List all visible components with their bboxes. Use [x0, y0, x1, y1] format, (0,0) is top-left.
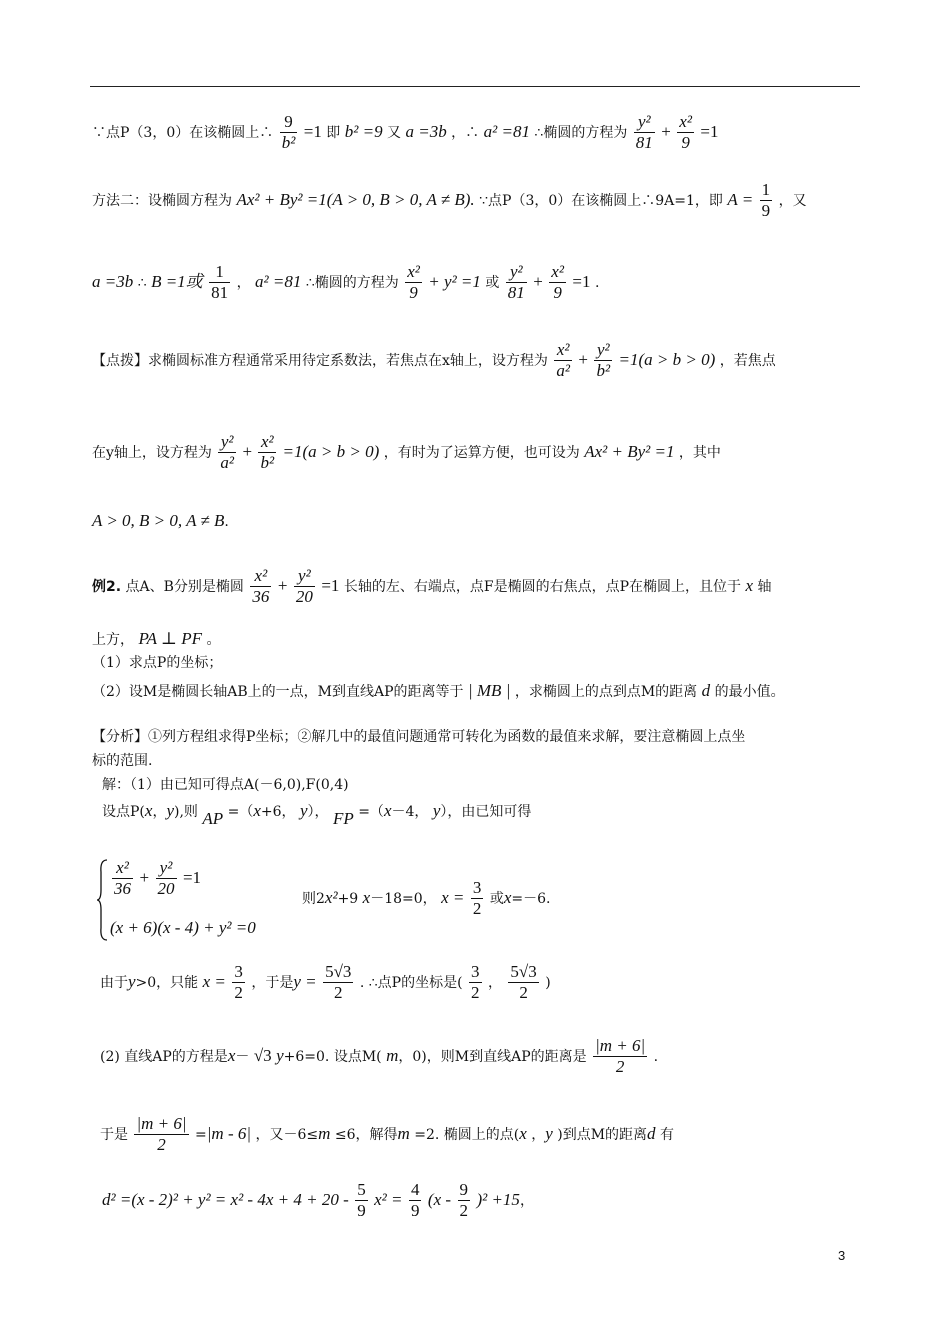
- text: ，∴: [451, 124, 480, 141]
- text: ，又－6≤: [255, 1126, 319, 1143]
- math: y: [299, 801, 308, 820]
- equation-system: [96, 858, 316, 942]
- math: y: [545, 1123, 553, 1143]
- text: 解：（1）由已知可得点A(－6,0),F(0,4): [102, 777, 349, 793]
- line-2: [92, 180, 870, 222]
- math: (x -: [427, 1189, 452, 1209]
- math: +: [242, 441, 253, 461]
- text: ∴: [137, 274, 147, 291]
- text: +6，: [260, 804, 296, 820]
- math: a =3b: [92, 271, 134, 291]
- math: x: [383, 801, 392, 820]
- math: Ax² + By² =1: [584, 441, 675, 461]
- text: 则2: [302, 890, 325, 907]
- text: ∴椭圆的方程为: [534, 124, 628, 141]
- math: d: [647, 1123, 656, 1143]
- fraction: $\frac{\text{y²}}{\text{a²}}$: [220, 432, 234, 473]
- left-brace: [96, 858, 110, 942]
- math: =1(a > b > 0): [282, 441, 380, 461]
- math: |m - 6|: [206, 1123, 252, 1143]
- math: =1: [321, 575, 340, 595]
- text: （1）求点P的坐标；: [92, 655, 223, 671]
- math: x²: [324, 887, 338, 907]
- text: 在y轴上，设方程为: [92, 444, 212, 461]
- math: B =1或: [151, 271, 203, 291]
- text: ),则: [173, 804, 198, 820]
- text: 或: [485, 274, 500, 291]
- fraction: $\frac{\text{y²}}{20}$: [295, 566, 313, 607]
- example-label: 例2.: [92, 578, 122, 595]
- math: x: [362, 887, 371, 907]
- math: =1: [182, 867, 202, 887]
- math: x =: [202, 971, 226, 991]
- math: )² +15: [476, 1189, 520, 1209]
- math: +: [661, 121, 671, 141]
- text: ，: [487, 974, 502, 991]
- text: =2. 椭圆上的点(: [414, 1126, 520, 1143]
- fraction: $\frac{\text{x²}}{9}$: [407, 262, 420, 303]
- text: 。: [206, 632, 221, 648]
- fraction: $\frac{\text{x²}}{36}$: [252, 566, 270, 607]
- text: ，若焦点: [719, 352, 776, 369]
- text: 设点P(: [102, 804, 145, 820]
- line-8: [92, 630, 870, 647]
- fraction: $\frac{\text{y²}}{81}$: [635, 112, 653, 153]
- math: y: [128, 971, 136, 991]
- text: .: [224, 514, 229, 530]
- line-6: [92, 512, 870, 529]
- line-4: [92, 340, 870, 382]
- line-3: [92, 262, 870, 304]
- math: x: [519, 1123, 527, 1143]
- text: 上方，: [92, 632, 134, 648]
- fraction: $\frac{\text{y²}}{81}$: [507, 262, 525, 303]
- fraction: $\frac{3}{2}$: [472, 878, 482, 919]
- line-19: [102, 1180, 870, 1222]
- fraction: $\frac{\text{y²}}{20}$: [157, 858, 175, 899]
- math: A =: [727, 189, 754, 209]
- text: =（: [227, 804, 254, 820]
- fraction: $\frac{1}{9}$: [761, 180, 771, 221]
- math: √3: [253, 1045, 272, 1065]
- text: （2）设M是椭圆长轴AB上的一点，M到直线AP的距离等于: [92, 684, 464, 700]
- text: +6=0. 设点M(: [283, 1048, 382, 1065]
- text: 的最小值。: [714, 684, 785, 700]
- text: 由于: [100, 974, 128, 991]
- text: ∴椭圆的方程为: [305, 274, 399, 291]
- line-15: [302, 878, 870, 920]
- math: +: [139, 867, 150, 887]
- text: 长轴的左、右端点，点F是椭圆的右焦点，点P在椭圆上，且位于: [343, 578, 742, 595]
- text: 或: [489, 890, 504, 907]
- fraction: $\frac{\text{x²}}{36}$: [114, 858, 131, 899]
- math: a² =81: [483, 121, 530, 141]
- math: x: [227, 1045, 236, 1065]
- text: 【分析】①列方程组求得P坐标；②解几中的最值问题通常可转化为函数的最值来求解，要注意椭圆上点坐: [92, 729, 746, 745]
- text: ，: [152, 804, 167, 820]
- fraction: $\frac{|m + 6|}{2}$: [595, 1036, 646, 1077]
- text: ），: [307, 804, 329, 820]
- text: .: [594, 274, 600, 291]
- math: y: [432, 801, 441, 820]
- text: ，: [236, 274, 251, 291]
- text: ，求椭圆上的点到点M的距离: [514, 684, 698, 700]
- text: =－6.: [511, 890, 551, 907]
- text: ∵点P（3，0）在该椭圆上∴9A=1，即: [479, 192, 723, 209]
- line-7: [92, 566, 870, 608]
- math: (x + 6)(x - 4) + y² =0: [110, 918, 256, 937]
- fraction: $\frac{9}{2}$: [459, 1180, 468, 1221]
- fraction: $\frac{\text{y²}}{\text{b²}}$: [596, 340, 611, 381]
- text: ≤6，解得: [334, 1126, 398, 1143]
- fraction: $\frac{\text{x²}}{9}$: [551, 262, 564, 303]
- text: 又: [387, 124, 402, 141]
- text: 轴: [757, 578, 772, 595]
- math: | MB |: [467, 681, 511, 700]
- math: d² =(x - 2)² + y² = x² - 4x + 4 + 20 -: [102, 1189, 349, 1209]
- text: 即: [326, 124, 341, 141]
- header-rule: [90, 86, 860, 87]
- math: x² =: [374, 1189, 403, 1209]
- fraction: $\frac{\text{x²}}{\text{b²}}$: [260, 432, 275, 473]
- text: .: [653, 1048, 659, 1065]
- text: >0，只能: [135, 974, 199, 991]
- line-18: [100, 1114, 870, 1156]
- text: ): [545, 974, 551, 991]
- text: . ∴点P的坐标是(: [359, 974, 463, 991]
- math: x =: [441, 887, 465, 907]
- text: 点A、B分别是椭圆: [125, 578, 244, 595]
- math: d: [701, 681, 711, 700]
- vector-fp: FP: [332, 809, 354, 828]
- vector-ap: AP: [202, 809, 224, 828]
- line-1: [92, 112, 870, 154]
- line-9: [92, 656, 870, 670]
- text: (2) 直线AP的方程是: [100, 1048, 228, 1065]
- math: y =: [293, 971, 317, 991]
- text: ，: [519, 1192, 534, 1209]
- text: －: [235, 1048, 250, 1065]
- math: =1: [700, 121, 719, 141]
- fraction: $\frac{3}{2}$: [234, 962, 243, 1003]
- line-12: [92, 754, 870, 768]
- text: =: [195, 1126, 207, 1143]
- math: y: [166, 801, 174, 820]
- fraction: $\frac{5√3}{2}$: [325, 962, 352, 1003]
- text: ，有时为了运算方便，也可设为: [383, 444, 580, 461]
- text: 方法二：设椭圆方程为: [92, 192, 232, 209]
- text: 【点拨】求椭圆标准方程通常采用待定系数法，若焦点在x轴上，设方程为: [92, 352, 548, 369]
- math: A > 0, B > 0, A ≠ B: [92, 511, 225, 530]
- text: ，其中: [678, 444, 721, 461]
- math: m: [397, 1123, 410, 1143]
- line-14: [102, 801, 870, 828]
- text: －4，: [391, 804, 429, 820]
- text: －18=0，: [370, 890, 437, 907]
- fraction: $\frac{4}{9}$: [410, 1180, 420, 1221]
- text: ，于是: [251, 974, 294, 991]
- fraction: $\frac{5}{9}$: [357, 1180, 366, 1221]
- text: ∵点P（3，0）在该椭圆上∴: [92, 124, 274, 141]
- fraction: $\frac{\text{x²}}{\text{a²}}$: [556, 340, 570, 381]
- math: y: [276, 1045, 284, 1065]
- math: =1: [303, 121, 322, 141]
- line-16: [100, 962, 870, 1004]
- text: 有: [660, 1126, 674, 1143]
- text: ，0)，则M到直线AP的距离是: [398, 1048, 587, 1065]
- line-5: [92, 432, 870, 474]
- math: b² =9: [344, 121, 383, 141]
- math: m: [386, 1045, 399, 1065]
- math: +: [277, 575, 288, 595]
- fraction: $\frac{\text{x²}}{9}$: [679, 112, 692, 153]
- text: ，: [531, 1126, 546, 1143]
- text: =（: [358, 804, 384, 820]
- math: x: [144, 801, 153, 820]
- text: 于是: [100, 1126, 128, 1143]
- math: m: [318, 1123, 331, 1143]
- line-17: [100, 1036, 870, 1078]
- text: +9: [337, 890, 359, 907]
- math: +: [533, 271, 543, 291]
- fraction: $\frac{9}{\text{b²}}$: [281, 112, 296, 153]
- math: a =3b: [405, 121, 447, 141]
- fraction: $\frac{5√3}{2}$: [510, 962, 537, 1003]
- math: x: [503, 887, 512, 907]
- math: Ax² + By² =1(A > 0, B > 0, A ≠ B).: [236, 189, 475, 209]
- page-number: 3: [838, 1248, 846, 1263]
- text: 标的范围.: [92, 753, 153, 769]
- text: )到点M的距离: [557, 1126, 648, 1143]
- math: a² =81: [255, 271, 302, 291]
- math: x: [745, 575, 754, 595]
- math: =1(a > b > 0): [618, 349, 716, 369]
- line-13: [102, 778, 870, 792]
- text: ，又: [778, 192, 807, 209]
- math: =1: [572, 271, 591, 291]
- math: x: [253, 801, 261, 820]
- line-10: [92, 682, 870, 699]
- text: ），由已知可得: [440, 804, 532, 820]
- fraction: $\frac{3}{2}$: [471, 962, 480, 1003]
- math: +: [578, 349, 589, 369]
- fraction: $\frac{|m + 6|}{2}$: [136, 1114, 187, 1155]
- math: PA ⊥ PF: [138, 629, 202, 648]
- line-11: [92, 730, 870, 744]
- math: + y² =1: [428, 271, 481, 291]
- fraction: $\frac{1}{81}$: [211, 262, 229, 303]
